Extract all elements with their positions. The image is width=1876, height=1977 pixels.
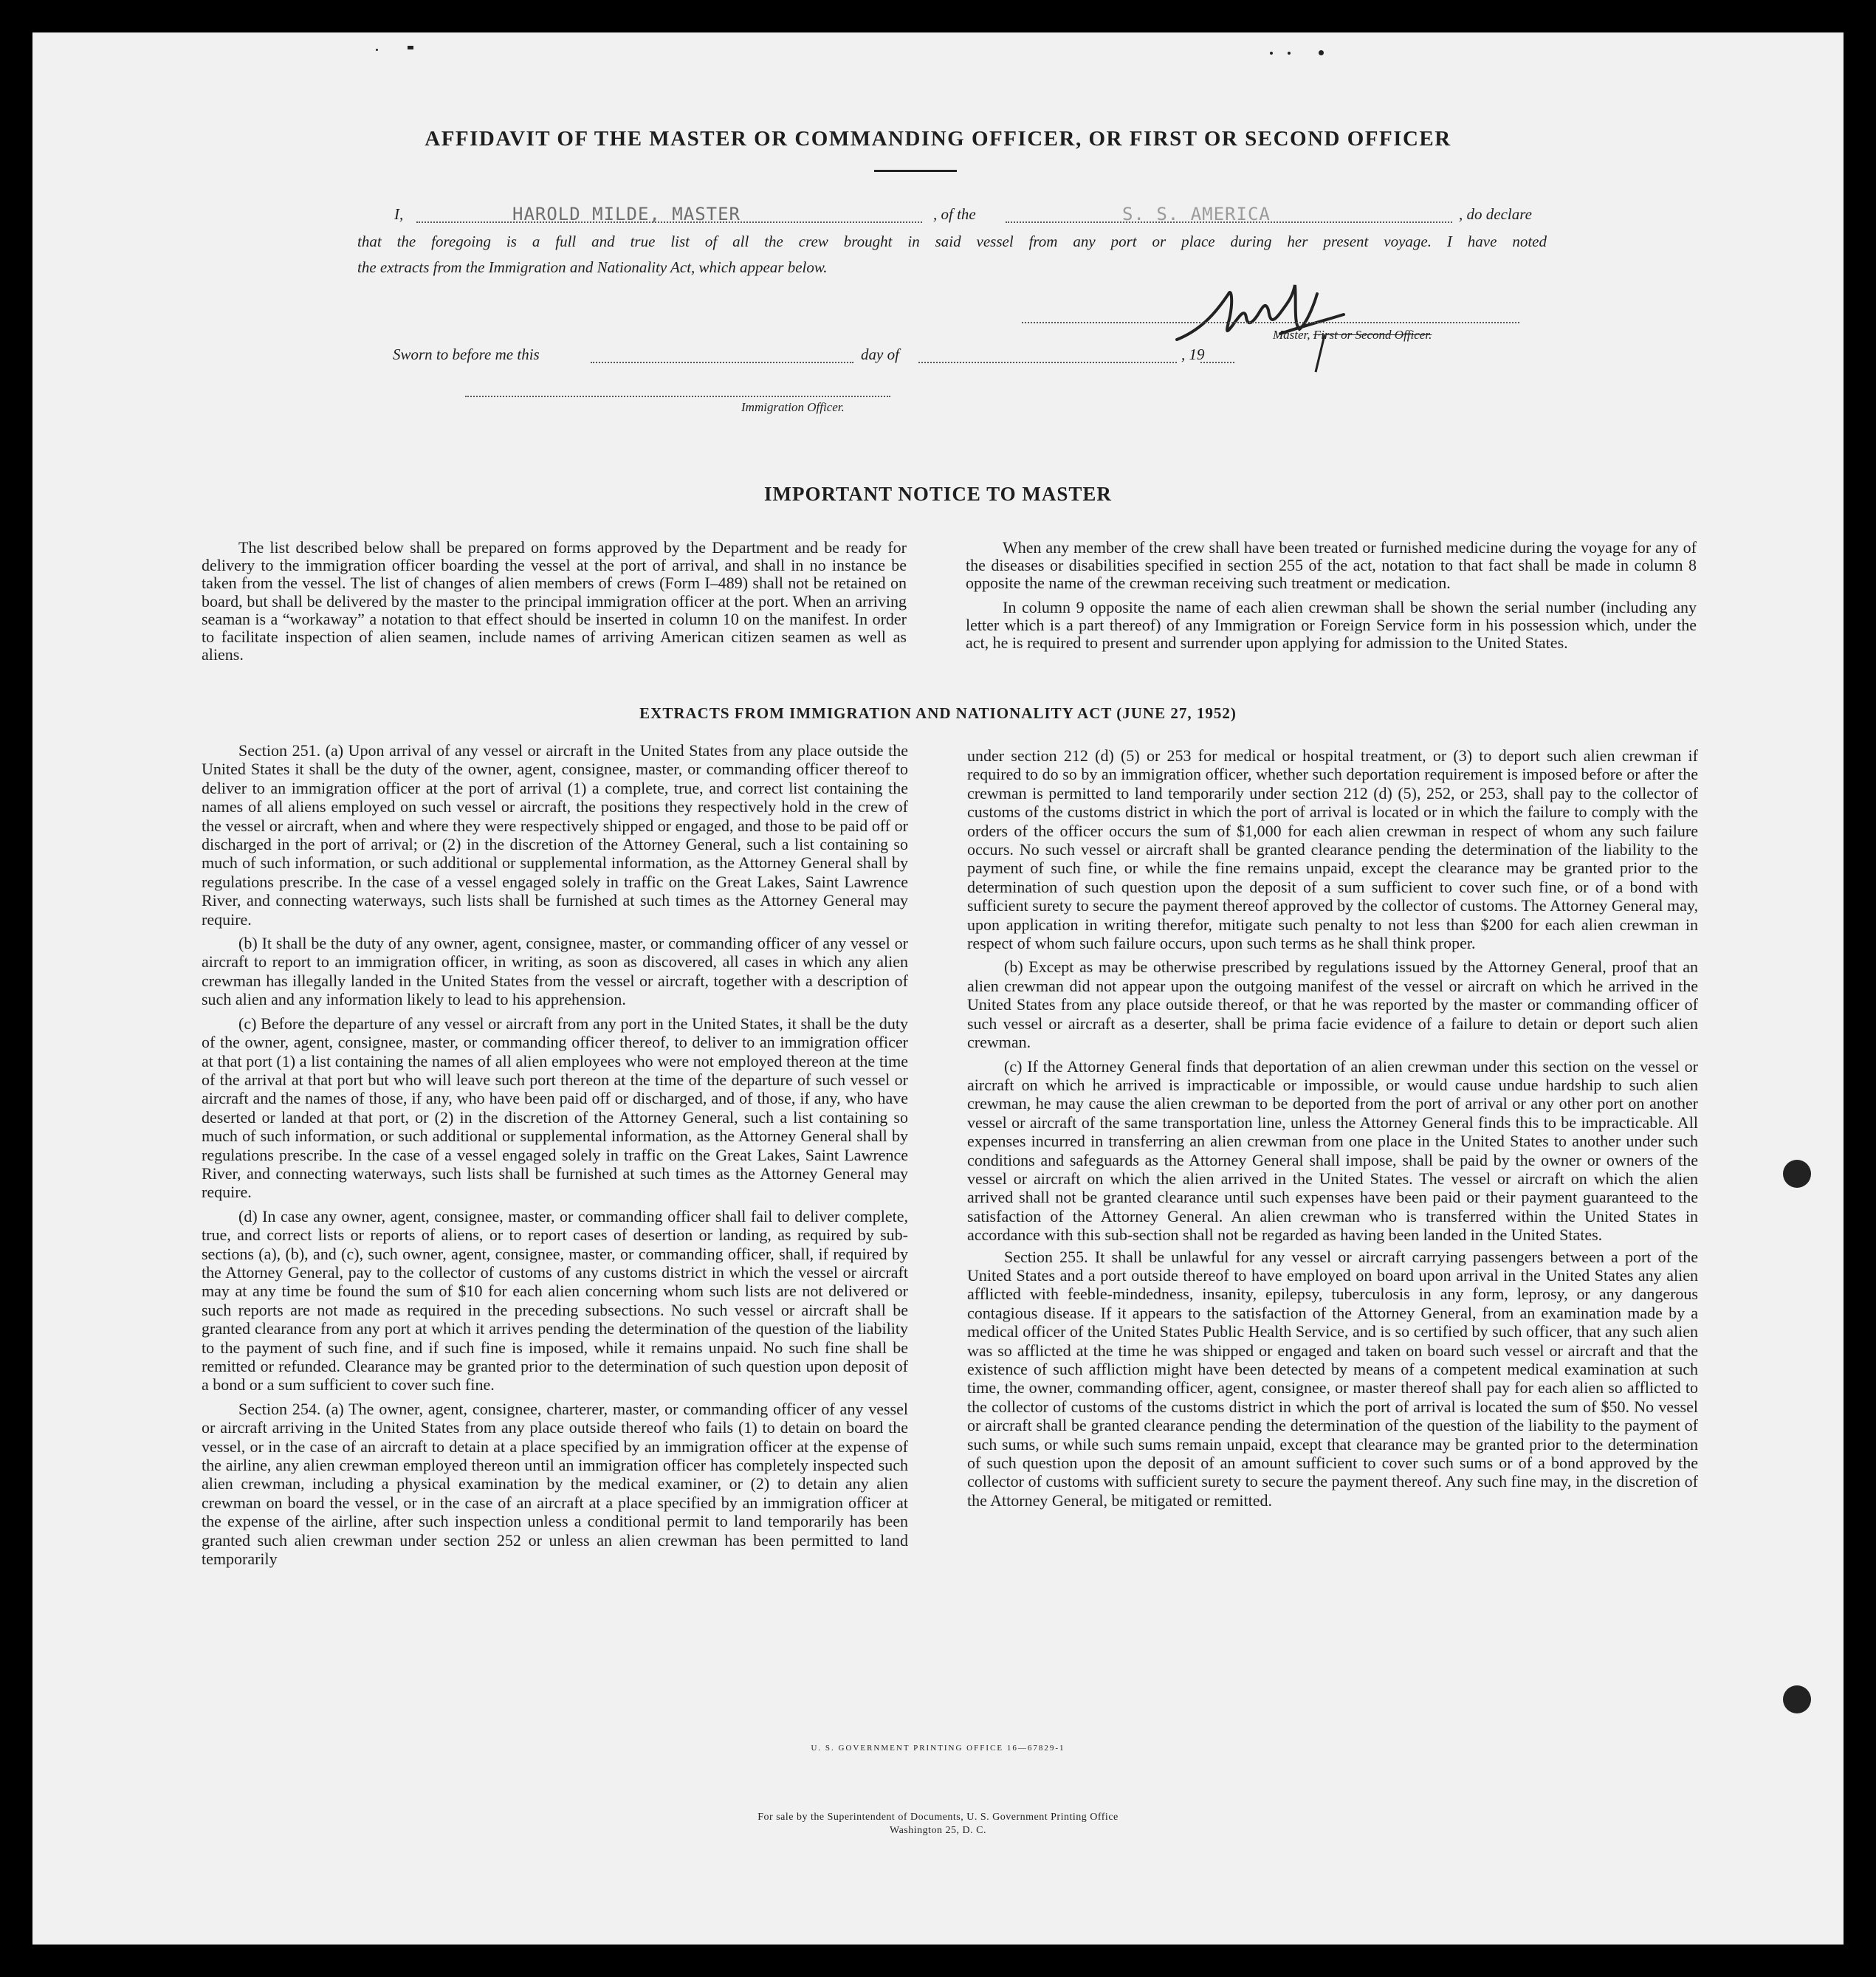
master-label: Master, (1273, 328, 1313, 342)
scan-speck (408, 46, 413, 49)
declaration-line-1: that the foregoing is a full and true list of all the crew brought in said vessel from any port or place during her present voyage. I have noted (357, 233, 1547, 250)
declaration-line-2: the extracts from the Immigration and Nationality Act, which appear below. (357, 258, 828, 276)
notice-right-column (966, 539, 1697, 652)
punch-hole (1783, 1685, 1811, 1713)
act-paragraph: (b) It shall be the duty of any owner, agent, consignee, master, or commanding officer of any vessel or aircraft to report to an immigration officer, in writing, as soon as discovered, all cases in which any alien crewman has illegally landed in the United States from the vessel or aircraft, together with a description of such alien and any information likely to lead to his apprehension. (202, 934, 908, 1009)
punch-hole (1783, 1160, 1811, 1188)
immigration-officer-label: Immigration Officer. (741, 400, 845, 414)
signature-role (1273, 328, 1432, 343)
notice-paragraph: In column 9 opposite the name of each alien crewman shall be shown the serial number (including any letter which is a part thereof) of any Immigration or Foreign Service form in his possession which, under the act, he is required to present and surrender upon applying for admission to the United States. (966, 597, 1697, 653)
immigration-officer-line[interactable] (465, 396, 890, 397)
title-rule (874, 170, 957, 172)
sworn-month-field[interactable] (918, 362, 1177, 363)
master-name-value: HAROLD MILDE, MASTER (512, 204, 741, 224)
sale-notice: For sale by the Superintendent of Documents, U. S. Government Printing Office (757, 1812, 1119, 1823)
act-paragraph: Section 255. It shall be unlawful for any vessel or aircraft carrying passengers between a port of the United States and a port outside thereof to have employed on board upon arrival in the United States any alien afflicted with feeble-mindedness, insanity, epilepsy, tuberculosis in any form, leprosy, or any dangerous contagious disease. If it appears to the satisfaction of the Attorney General, from an examination made by a medical officer of the United States Public Health Service, and is so certified by such officer, that any such alien was so afflicted at the time he was shipped or engaged and taken on board such vessel or aircraft and that the existence of such affliction might have been detected by means of a competent medical examination at such time, the owner, commanding officer, agent, consignee, or master thereof shall pay for each alien so afflicted to the collector of customs of the customs district in which the port of arrival is located the sum of $50. No vessel or aircraft shall be granted clearance pending the determination of the question of the liability to the payment of such sums, or while such sums remain unpaid, except that clearance may be granted prior to the determination of such question upon the deposit of an amount sufficient to cover such sums or of a bond approved by the collector of customs with sufficient surety to secure the payment thereof. Any such fine may, in the discretion of the Attorney General, be mitigated or remitted. (967, 1247, 1698, 1510)
act-paragraph: Section 251. (a) Upon arrival of any vessel or aircraft in the United States from any place outside the United States it shall be the duty of the owner, agent, consignee, master, or commanding officer thereof to deliver to an immigration officer at the port of arrival (1) a complete, true, and correct list containing the names of all aliens employed on such vessel or aircraft, the positions they respectively hold in the crew of the vessel or aircraft, when and where they were respectively shipped or engaged, and those to be paid off or discharged in the port of arrival; or (2) in the discretion of the Attorney General, such a list containing so much of such information, or such additional or supplemental information, as the Attorney General shall by regulations prescribe. In the case of a vessel engaged solely in traffic on the Great Lakes, Saint Lawrence River, and connecting waterways, such lists shall be furnished at such times as the Attorney General may require. (202, 741, 908, 929)
sale-address: Washington 25, D. C. (890, 1825, 986, 1836)
notice-left-column (202, 539, 907, 664)
extracts-right-column (967, 746, 1698, 1510)
vessel-name-value: S. S. AMERICA (1122, 204, 1271, 224)
notice-paragraph: When any member of the crew shall have been treated or furnished medicine during the voyage for any of the diseases or disabilities specified in section 255 of the act, notation to that fact shall be made in column 8 opposite the name of the crewman receiving such treatment or medication. (966, 538, 1697, 593)
extracts-title: EXTRACTS FROM IMMIGRATION AND NATIONALITY ACT (JUNE 27, 1952) (639, 704, 1237, 722)
form-sheet (32, 32, 1844, 1945)
signature-line[interactable] (1022, 322, 1519, 323)
printing-office-imprint: U. S. GOVERNMENT PRINTING OFFICE 16—67829-1 (811, 1744, 1065, 1753)
act-paragraph: (c) Before the departure of any vessel or aircraft from any port in the United States, it shall be the duty of the owner, agent, consignee, master, or commanding officer thereof, to deliver to an immigration officer at that port (1) a list containing the names of all alien employees who were not employed thereon at the time of the arrival at that port but who will leave such port thereon at the time of the departure of such vessel or aircraft and the names of those, if any, who have been paid off or discharged, and of those, if any, who have deserted or landed at that port, or (2) in the discretion of the Attorney General, such a list containing so much of such information, or such additional or supplemental information, as the Attorney General shall by regulations prescribe. In the case of a vessel engaged solely in traffic on the Great Lakes, Saint Lawrence River, and connecting waterways, such lists shall be furnished at such times as the Attorney General may require. (202, 1014, 908, 1202)
notice-title: IMPORTANT NOTICE TO MASTER (764, 483, 1112, 505)
affidavit-title: AFFIDAVIT OF THE MASTER OR COMMANDING OFFICER, OR FIRST OR SECOND OFFICER (425, 127, 1451, 151)
act-paragraph: (b) Except as may be otherwise prescribed by regulations issued by the Attorney General, proof that an alien crewman did not appear upon the outgoing manifest of the vessel or aircraft on which he arrived in the United States from any place outside thereof, or that he was reported by the master or commanding officer of such vessel or aircraft as a deserter, shall be prima facie evidence of a failure to detain or deport such alien crewman. (967, 957, 1698, 1052)
act-paragraph: (d) In case any owner, agent, consignee, master, or commanding officer shall fail to deliver complete, true, and correct lists or reports of aliens, or to report cases of desertion or landing, as required by sub-sections (a), (b), and (c), such owner, agent, consignee, master, or commanding officer, shall, if required by the Attorney General, pay to the collector of customs of any customs district in which the vessel or aircraft may at any time be found the sum of $10 for each alien concerning whom such lists are not delivered or such reports are not made as required in the preceding subsections. No such vessel or aircraft shall be granted clearance from any port at which it arrives pending the determination of the question of the liability to the payment of such fine, and if such fine is imposed, while it remains unpaid. No such fine shall be remitted or refunded. Clearance may be granted prior to the determination of such question upon deposit of a bond or a sum sufficient to cover such fine. (202, 1206, 908, 1395)
scan-speck (1288, 52, 1291, 55)
struck-officer-label: First or Second Officer. (1313, 328, 1432, 342)
act-paragraph: (c) If the Attorney General finds that deportation of an alien crewman under this section on the vessel or aircraft on which he arrived is impracticable or impossible, or would cause undue hardship to such alien crewman, he may cause the alien crewman to be deported from the port of arrival or any other port on another vessel or aircraft of the same transportation line, unless the Attorney General finds this to be impracticable. All expenses incurred in transferring an alien crewman from one place in the United States to another under such conditions and safeguards as the Attorney General shall impose, shall be paid by the owner or owners of the vessel or aircraft on which the alien arrived in the United States. The vessel or aircraft on which the alien arrived shall not be granted clearance until such expenses have been paid or their payment guaranteed to the satisfaction of the Attorney General. An alien crewman who is transferred within the United States in accordance with this sub-section shall not be regarded as having been landed in the United States. (967, 1056, 1698, 1245)
act-paragraph: under section 212 (d) (5) or 253 for medical or hospital treatment, or (3) to deport such alien crewman if required to do so by an immigration officer, whether such deportation requirement is imposed before or after the crewman is permitted to land temporarily under section 212 (d) (5), 252, or 253, shall pay to the collector of customs of the customs district in which the port of arrival is located or in which the failure to comply with the orders of the officer occurs the sum of $1,000 for each alien crewman in respect of whom any such failure occurs. No such vessel or aircraft shall be granted clearance pending the determination of the liability to the payment of such fine, or while the fine remains unpaid, except the clearance may be granted prior to the determination of such question upon the deposit of a sum sufficient to cover such fine, or of a bond with sufficient surety to secure the payment thereof approved by the collector of customs. The Attorney General may, upon application in writing therefor, mitigate such penalty to not less than $200 for each alien crewman in respect of whom such failure occurs, upon such terms as he shall think proper. (967, 746, 1698, 953)
extracts-left-column (202, 741, 908, 1568)
day-of-label: day of (861, 345, 899, 363)
sworn-day-field[interactable] (591, 362, 853, 363)
declare-i: I, (394, 205, 404, 223)
year-prefix: , 19 (1181, 345, 1205, 363)
sworn-year-field[interactable] (1200, 362, 1234, 363)
notice-paragraph: The list described below shall be prepared on forms approved by the Department and be ready for delivery to the immigration officer boarding the vessel at the port of arrival, and shall in no instance be taken from the vessel. The list of changes of alien members of crews (Form I–489) shall not be retained on board, but shall be delivered by the master to the principal immigration officer at the port. When an arriving seaman is a “workaway” a notation to that effect should be inserted in column 10 on the manifest. In order to facilitate inspection of alien seamen, include names of arriving American citizen seamen as well as aliens. (202, 538, 907, 664)
act-paragraph: Section 254. (a) The owner, agent, consignee, charterer, master, or commanding officer of any vessel or aircraft arriving in the United States from any place outside thereof who fails (1) to detain on board the vessel, or in the case of an aircraft to detain at a place specified by an immigration officer at the expense of the airline, any alien crewman employed thereon until an immigration officer has completely inspected such alien crewman, including a physical examination by the medical examiner, or (2) to detain any alien crewman on board the vessel, or in the case of an aircraft at a place specified by an immigration officer at the expense of the airline, after such inspection unless a conditional permit to land temporarily has been granted such alien crewman under section 252 or unless an alien crewman has been permitted to land temporarily (202, 1399, 908, 1569)
sworn-label: Sworn to before me this (393, 345, 540, 363)
scan-speck (1270, 52, 1273, 55)
scan-speck (376, 49, 378, 51)
scan-speck (1319, 50, 1324, 55)
do-declare-label: , do declare (1459, 205, 1532, 223)
of-the-label: , of the (933, 205, 976, 223)
